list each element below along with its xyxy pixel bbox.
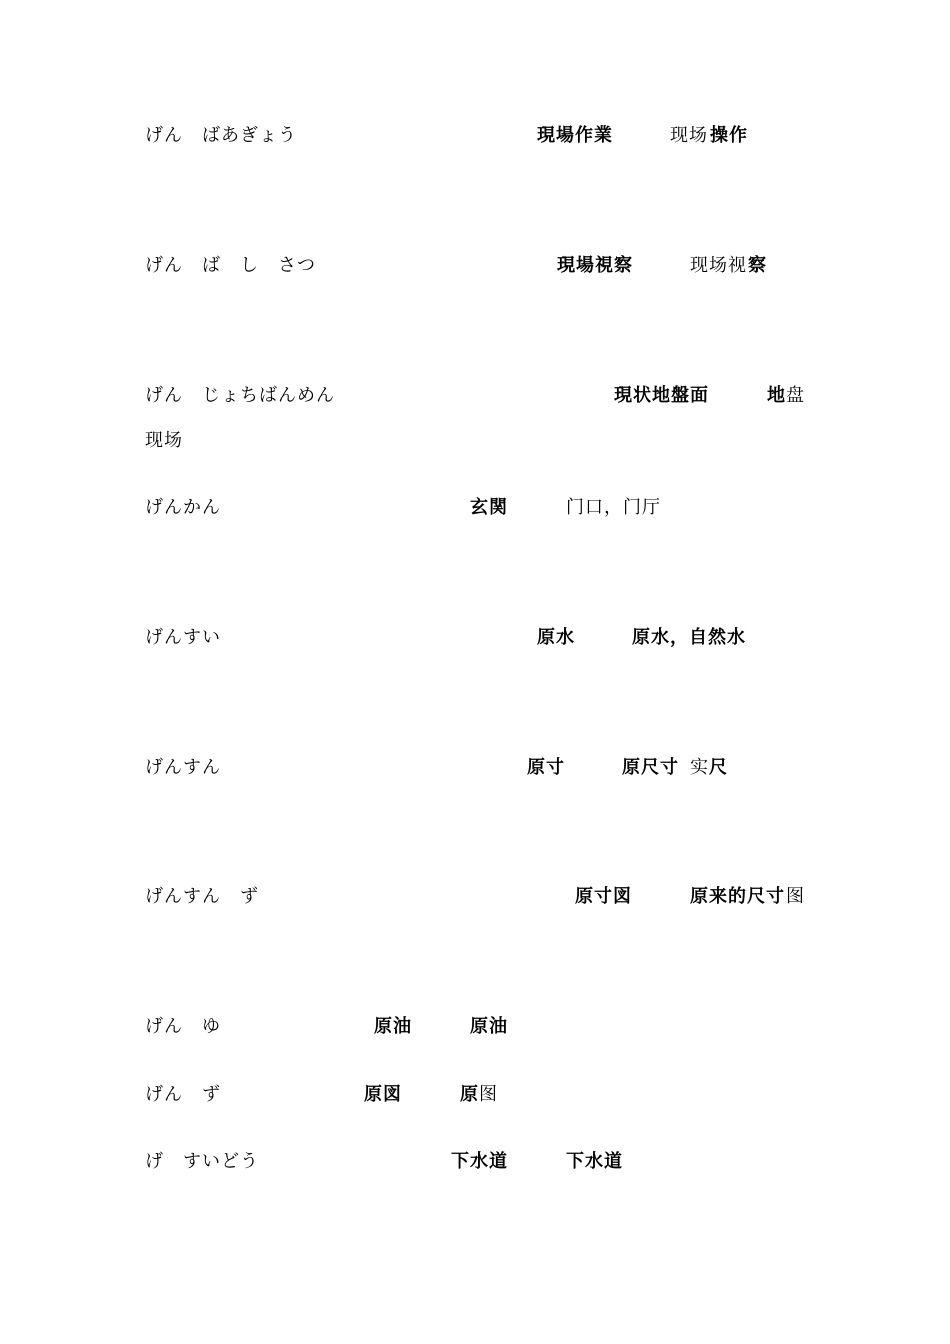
entry-reading: げん じょちばんめん [145, 385, 335, 406]
entry-translation: 现场 [670, 125, 708, 146]
entry-translation: 现场视 [690, 255, 747, 276]
entry-translation: 原 [460, 1084, 479, 1105]
entry-reading: げんすん [145, 757, 221, 778]
entry-translation: 图 [786, 886, 805, 907]
entry-translation: 地 [767, 385, 786, 406]
entry-reading: げん ば し さつ [145, 255, 316, 276]
entry-term: 現状地盤面 [614, 385, 709, 406]
entry-term: 下水道 [451, 1151, 508, 1172]
entry-translation: 原来的尺寸 [690, 886, 785, 907]
entry-reading: げん ず [145, 1084, 221, 1105]
entry-row [0, 124, 950, 154]
entry-reading: げんすい [145, 627, 221, 648]
entry-translation: 尺 [709, 757, 728, 778]
entry-translation: 下水道 [566, 1151, 623, 1172]
entry-reading: げんかん [145, 497, 221, 518]
entry-reading: げ すいどう [145, 1151, 259, 1172]
entry-row [0, 626, 950, 656]
entry-translation: 图 [479, 1084, 498, 1105]
entry-term: 原寸 [527, 757, 565, 778]
entry-row [0, 1083, 950, 1113]
entry-term: 現場視察 [557, 255, 633, 276]
entry-term: 玄関 [470, 497, 508, 518]
entry-translation: 原水，自然水 [632, 627, 746, 648]
entry-row [0, 885, 950, 915]
entry-translation: 现场 [145, 430, 183, 451]
entry-translation: 操作 [710, 125, 748, 146]
entry-term: 原図 [364, 1084, 402, 1105]
entry-translation: 盘 [786, 385, 805, 406]
entry-reading: げん ゆ [145, 1016, 221, 1037]
entry-row [0, 756, 950, 786]
entry-translation: 原油 [470, 1016, 508, 1037]
entry-row [0, 384, 950, 414]
entry-reading: げんすん ず [145, 886, 259, 907]
entry-row-continuation [0, 429, 950, 459]
entry-term: 現場作業 [537, 125, 613, 146]
entry-row [0, 254, 950, 284]
entry-term: 原水 [537, 627, 575, 648]
entry-term: 原寸図 [575, 886, 632, 907]
entry-translation: 实 [690, 757, 709, 778]
entry-translation: 门口，门厅 [566, 497, 661, 518]
entry-term: 原油 [374, 1016, 412, 1037]
entry-row [0, 1015, 950, 1045]
entry-translation: 察 [748, 255, 767, 276]
entry-translation: 原尺寸 [622, 757, 679, 778]
entry-reading: げん ばあぎょう [145, 125, 297, 146]
entry-row [0, 1150, 950, 1180]
entry-row [0, 496, 950, 526]
